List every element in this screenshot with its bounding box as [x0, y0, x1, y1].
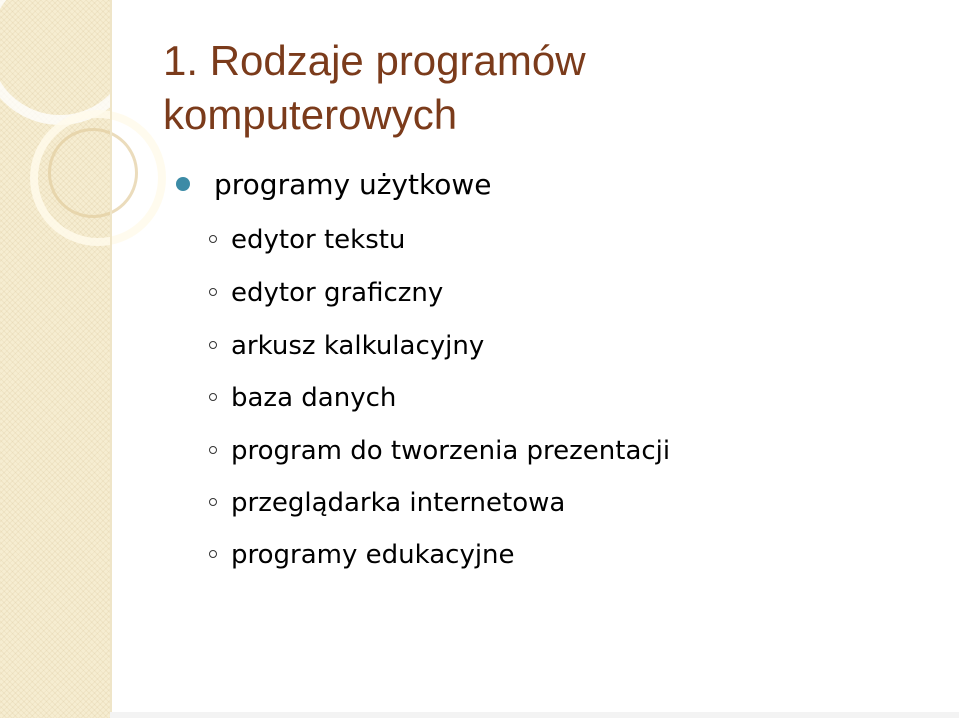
- list-item-label: przeglądarka internetowa: [231, 488, 566, 518]
- hollow-circle-bullet-icon: [209, 550, 217, 558]
- list-item-label: baza danych: [231, 383, 397, 413]
- list-item-label: edytor tekstu: [231, 225, 406, 255]
- list-item-label: arkusz kalkulacyjny: [231, 331, 485, 361]
- slide-title-line-2: komputerowych: [163, 91, 458, 138]
- list-item-label: edytor graficzny: [231, 278, 444, 308]
- list-item-label: program do tworzenia prezentacji: [231, 436, 671, 466]
- slide-title-line-1: 1. Rodzaje programów: [163, 37, 586, 84]
- list-item-label: programy edukacyjne: [231, 540, 515, 570]
- hollow-circle-bullet-icon: [209, 446, 217, 454]
- hollow-circle-bullet-icon: [209, 288, 217, 296]
- list-item-label: programy użytkowe: [214, 168, 492, 201]
- hollow-circle-bullet-icon: [209, 341, 217, 349]
- hollow-circle-bullet-icon: [209, 393, 217, 401]
- filled-circle-bullet-icon: [176, 177, 190, 191]
- hollow-circle-bullet-icon: [209, 235, 217, 243]
- hollow-circle-bullet-icon: [209, 498, 217, 506]
